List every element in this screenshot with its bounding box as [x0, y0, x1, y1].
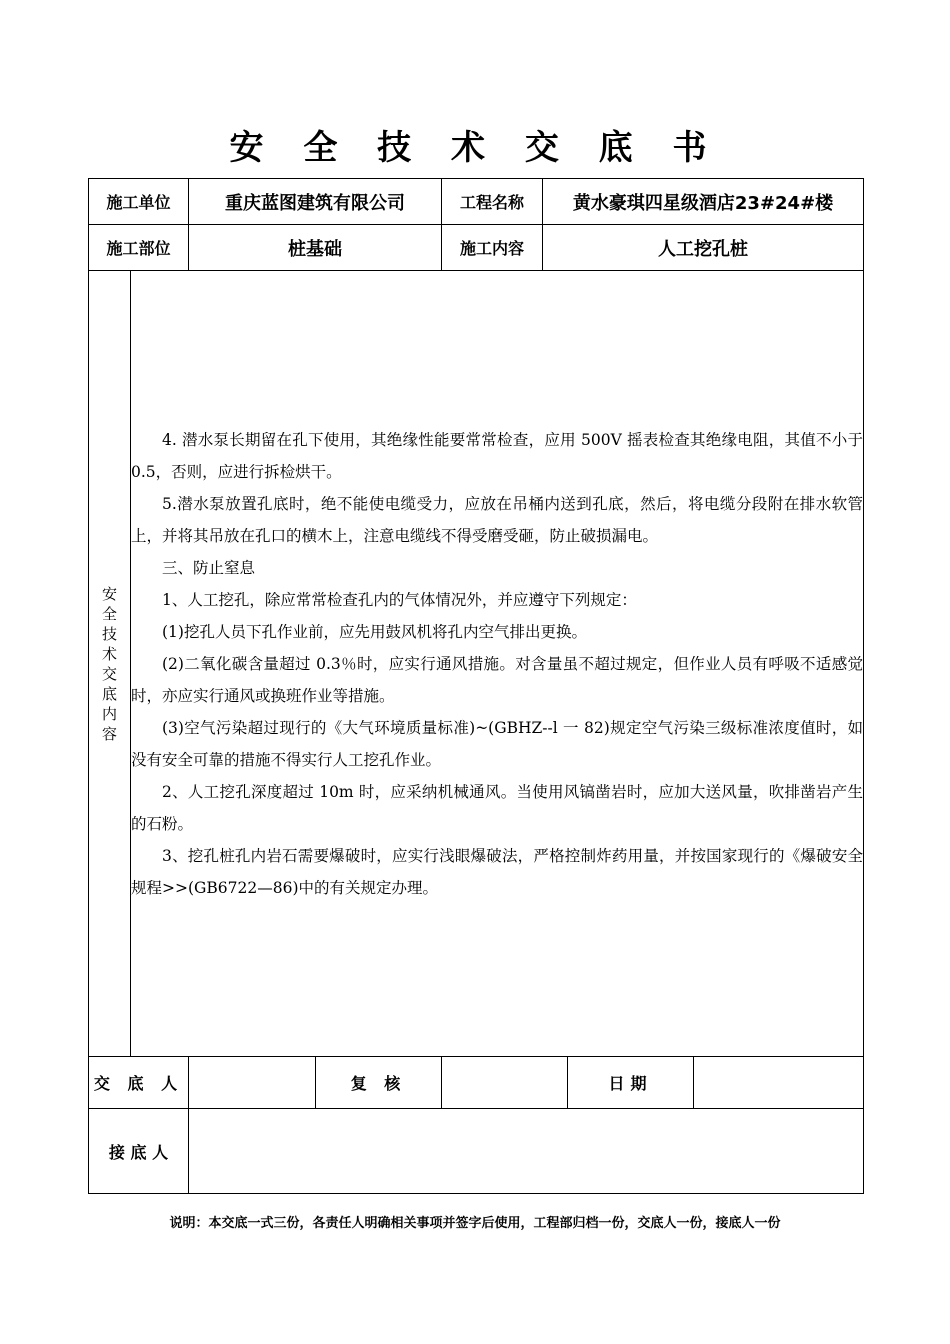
side-label-char: 全 [101, 604, 117, 623]
construction-content-value: 人工挖孔桩 [543, 225, 864, 271]
side-label-char: 术 [101, 644, 117, 663]
signature-row [89, 1057, 864, 1109]
content-paragraph: (1)挖孔人员下孔作业前，应先用鼓风机将孔内空气排出更换。 [162, 622, 587, 641]
content-paragraph: 三、防止窒息 [162, 558, 256, 577]
content-paragraph: 2、人工挖孔深度超过 10m 时，应采纳机械通风。当使用风镐凿岩时，应加大送风量，吹排凿岩产生的石粉。 [131, 782, 864, 833]
content-paragraph: 1、人工挖孔，除应常常检查孔内的气体情况外，并应遵守下列规定： [162, 590, 637, 609]
safety-content-side-label [89, 271, 131, 1057]
side-label-char: 内 [101, 704, 117, 723]
date-label: 日期 [568, 1057, 694, 1109]
construction-unit-label: 施工单位 [89, 179, 189, 225]
footer-note: 说明：本交底一式三份，各责任人明确相关事项并签字后使用，工程部归档一份，交底人一份，接底人一份 [169, 1216, 781, 1231]
project-name-label: 工程名称 [442, 179, 543, 225]
project-name-value: 黄水豪琪四星级酒店23#24#楼 [543, 179, 864, 225]
date-field[interactable] [694, 1057, 864, 1109]
content-paragraph: (3)空气污染超过现行的《大气环境质量标准)~(GBHZ--l 一 82)规定空气污染三级标准浓度值时，如没有安全可靠的措施不得实行人工挖孔作业。 [131, 718, 864, 769]
construction-part-value: 桩基础 [189, 225, 442, 271]
reviewer-signature-field[interactable] [442, 1057, 568, 1109]
content-paragraph: 4. 潜水泵长期留在孔下使用，其绝缘性能要常常检查，应用 500V 摇表检查其绝缘电阻，其值不小于 0.5，否则，应进行拆检烘干。 [131, 430, 864, 481]
disclosure-content [131, 271, 864, 1057]
content-paragraph: 3、挖孔桩孔内岩石需要爆破时，应实行浅眼爆破法，严格控制炸药用量，并按国家现行的《爆破安全规程>>(GB6722—86)中的有关规定办理。 [131, 846, 864, 897]
side-label-char: 安 [101, 584, 117, 603]
content-row [89, 271, 864, 1057]
receiver-row [89, 1109, 864, 1194]
header-row-1 [89, 179, 864, 225]
document-title: 安 全 技 术 交 底 书 [229, 128, 721, 168]
receiver-label: 接 底 人 [89, 1109, 189, 1194]
side-label-char: 容 [101, 724, 117, 743]
disclosure-table [88, 178, 864, 1194]
discloser-signature-field[interactable] [189, 1057, 316, 1109]
reviewer-label: 复 核 [316, 1057, 442, 1109]
side-label-char: 底 [101, 684, 117, 703]
discloser-label: 交 底 人 [89, 1057, 189, 1109]
side-label-char: 交 [101, 664, 117, 683]
construction-unit-value: 重庆蓝图建筑有限公司 [189, 179, 442, 225]
receiver-signature-field[interactable] [189, 1109, 864, 1194]
content-paragraph: 5.潜水泵放置孔底时，绝不能使电缆受力，应放在吊桶内送到孔底，然后，将电缆分段附在排水软管上，并将其吊放在孔口的横木上，注意电缆线不得受磨受砸，防止破损漏电。 [131, 494, 864, 545]
content-paragraph: (2)二氧化碳含量超过 0.3％时，应实行通风措施。对含量虽不超过规定，但作业人员有呼吸不适感觉时，亦应实行通风或换班作业等措施。 [131, 654, 864, 705]
construction-part-label: 施工部位 [89, 225, 189, 271]
construction-content-label: 施工内容 [442, 225, 543, 271]
header-row-2 [89, 225, 864, 271]
side-label-char: 技 [101, 624, 117, 643]
